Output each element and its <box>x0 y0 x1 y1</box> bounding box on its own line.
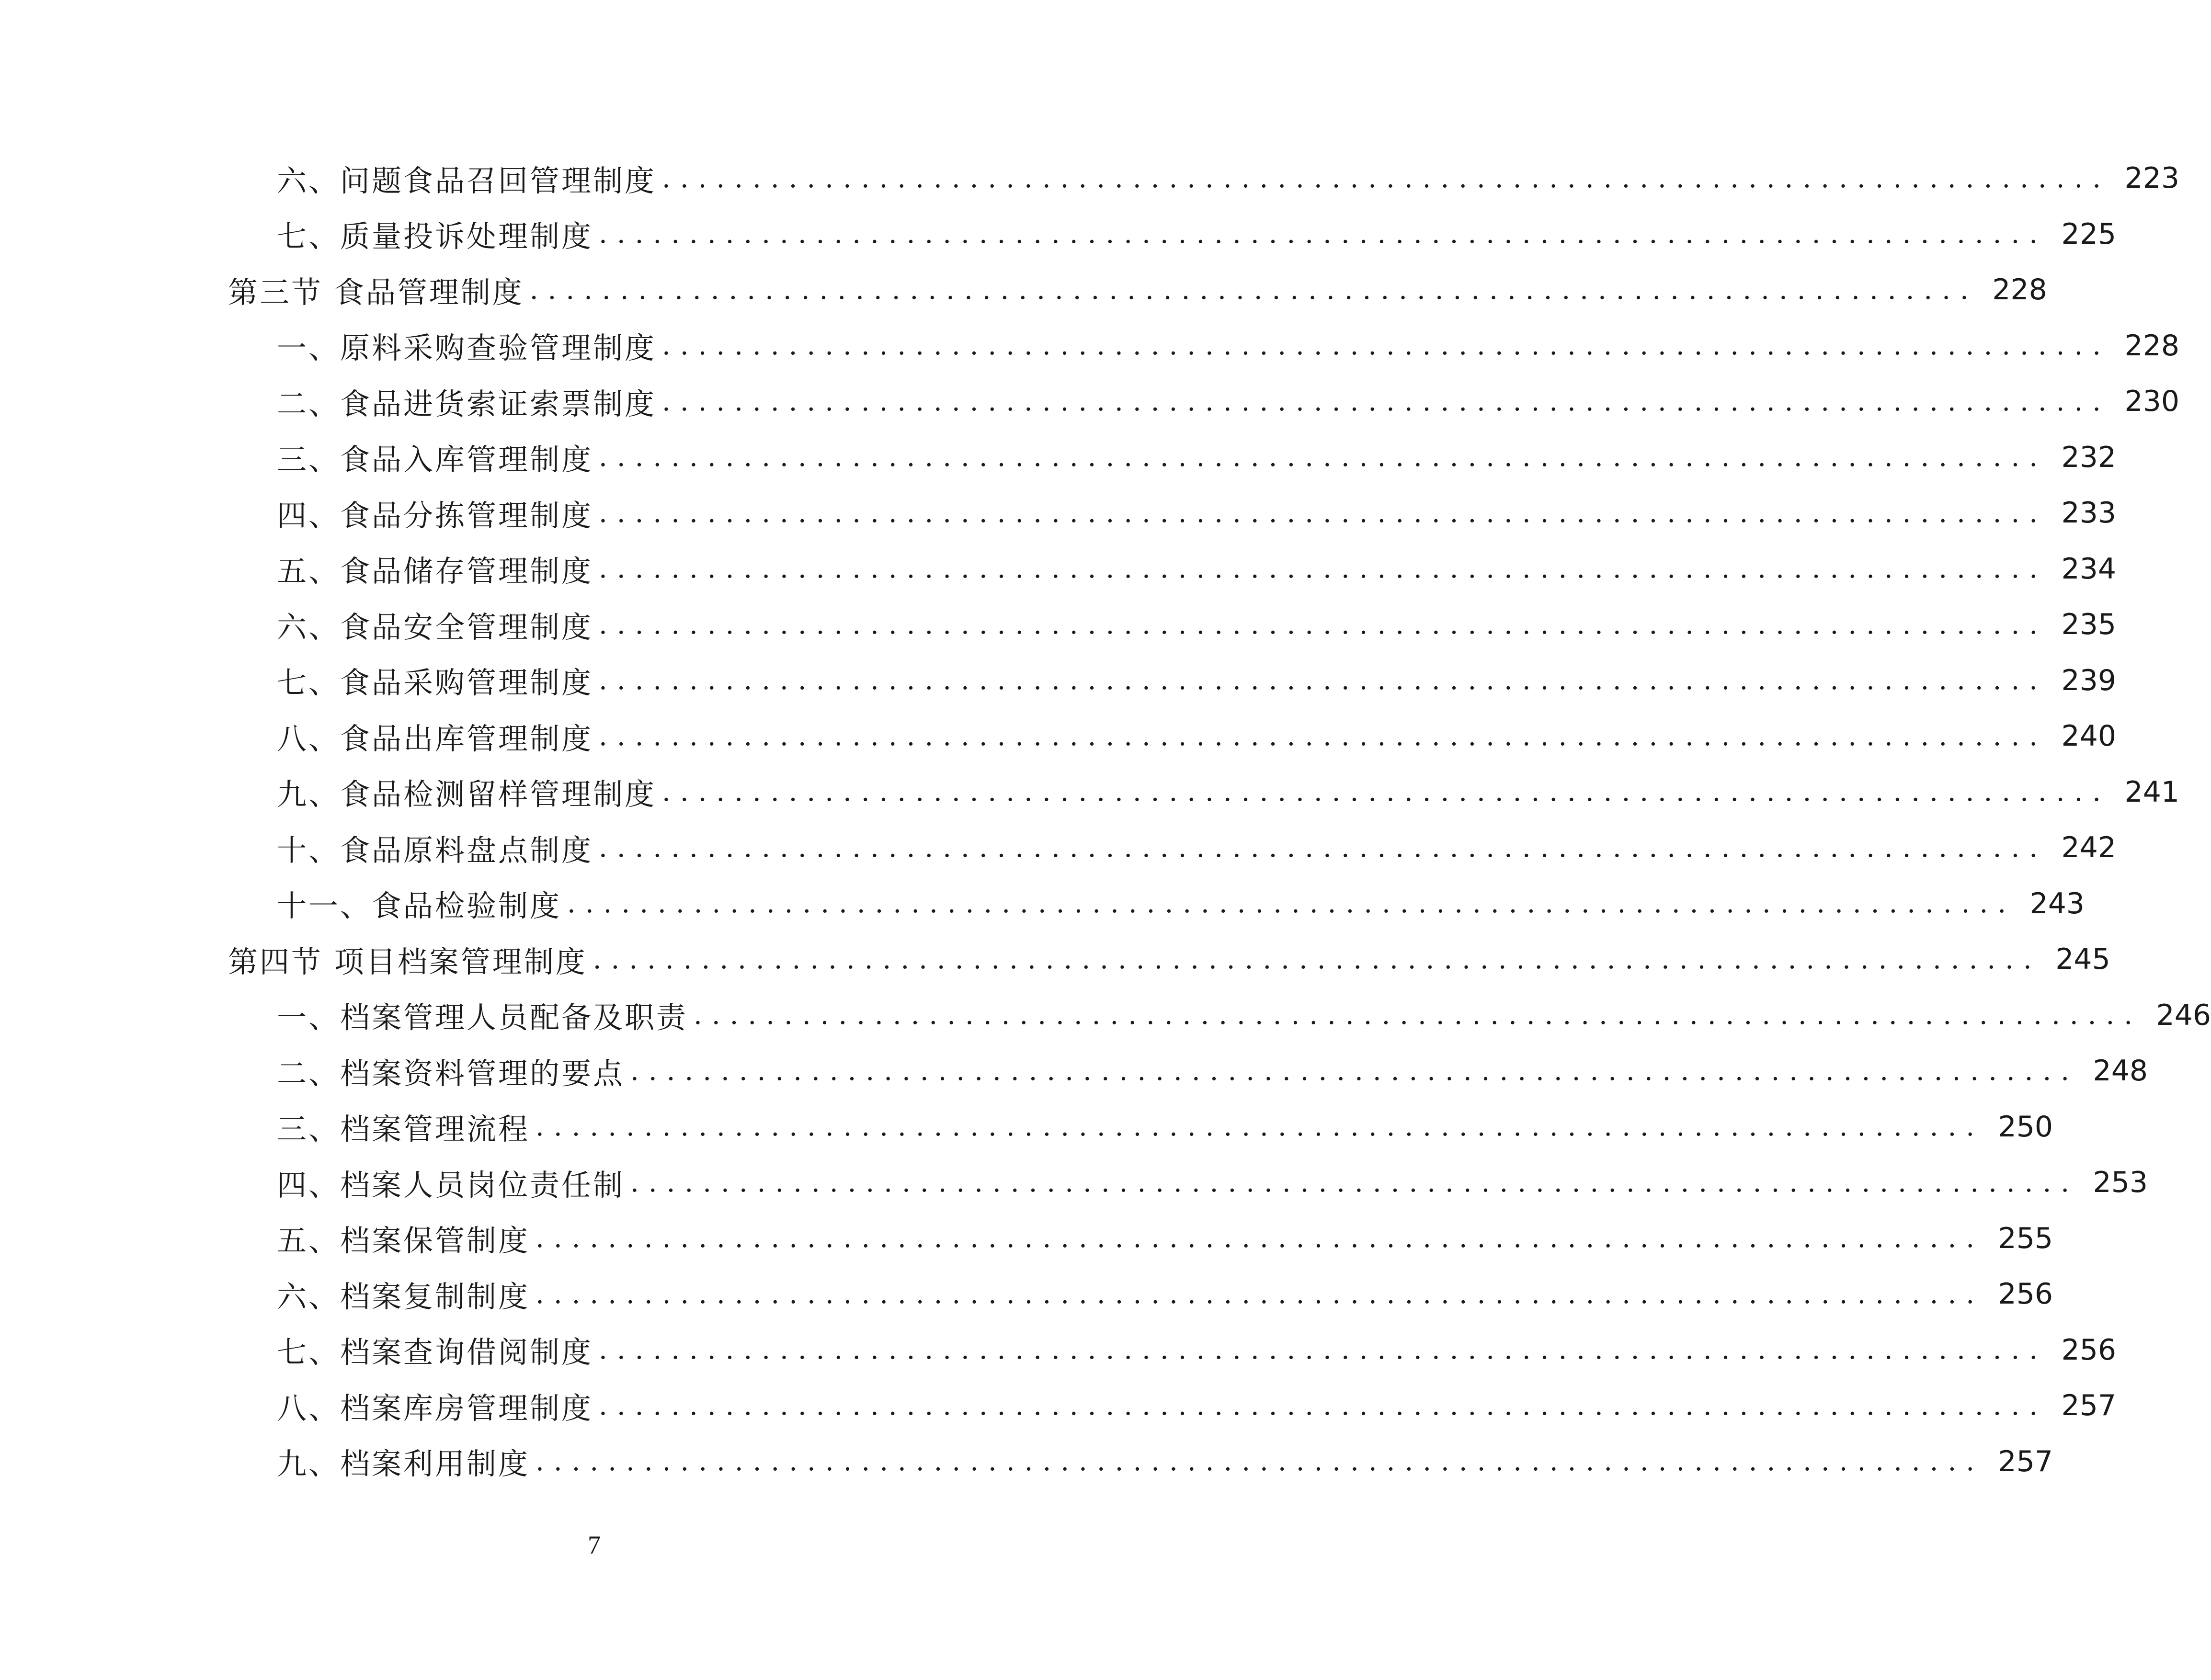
toc-entry-page-number: 240 <box>2061 719 2117 753</box>
toc-entry-title: 六、档案复制制度 <box>277 1279 530 1314</box>
dot-leader: ................................................................................ <box>536 1223 1984 1254</box>
dot-leader: ................................................................................ <box>536 1446 1984 1477</box>
toc-entry-page-number: 223 <box>2124 161 2180 195</box>
toc-entry-page-number: 243 <box>2029 886 2085 920</box>
toc-entry-page-number: 250 <box>1998 1110 2053 1144</box>
toc-entry-page-number: 242 <box>2061 831 2117 865</box>
toc-entry-page-number: 241 <box>2124 775 2180 809</box>
toc-entry-title: 九、食品检测留样管理制度 <box>277 777 657 812</box>
toc-entry-page-number: 256 <box>1998 1277 2053 1311</box>
dot-leader: ................................................................................ <box>599 1334 2048 1366</box>
toc-entry-title: 八、档案库房管理制度 <box>277 1390 593 1426</box>
dot-leader: ................................................................................ <box>599 720 2048 752</box>
toc-entry[interactable] <box>0 1434 2053 1490</box>
dot-leader: ................................................................................ <box>599 665 2048 696</box>
toc-entry-title: 十、食品原料盘点制度 <box>277 832 593 868</box>
toc-entry[interactable] <box>0 1099 2053 1155</box>
toc-entry-title: 七、质量投诉处理制度 <box>277 219 593 254</box>
toc-entry-page-number: 245 <box>2055 942 2110 976</box>
dot-leader: ................................................................................ <box>599 1390 2048 1421</box>
dot-leader: ................................................................................ <box>599 553 2048 585</box>
dot-leader: ................................................................................ <box>630 1167 2079 1198</box>
toc-section-heading[interactable] <box>0 262 2047 318</box>
dot-leader: ................................................................................ <box>662 330 2111 362</box>
toc-entry[interactable] <box>0 1211 2053 1267</box>
toc-entry-page-number: 234 <box>2061 552 2117 586</box>
dot-leader: ................................................................................ <box>529 274 1978 306</box>
toc-entry-title: 五、档案保管制度 <box>277 1223 530 1259</box>
toc-entry[interactable] <box>0 653 2117 709</box>
table-of-contents <box>0 150 2211 1489</box>
toc-entry[interactable] <box>0 150 2180 206</box>
toc-entry-page-number: 253 <box>2093 1166 2148 1200</box>
toc-entry-title: 第四节 项目档案管理制度 <box>228 944 587 979</box>
dot-leader: ................................................................................ <box>567 888 2016 919</box>
dot-leader: ................................................................................ <box>630 1055 2079 1087</box>
toc-entry-title: 十一、食品检验制度 <box>277 888 562 924</box>
toc-entry-page-number: 257 <box>1998 1444 2053 1478</box>
dot-leader: ................................................................................ <box>662 162 2111 194</box>
toc-entry-title: 四、档案人员岗位责任制 <box>277 1167 625 1203</box>
toc-entry-title: 七、档案查询借阅制度 <box>277 1335 593 1370</box>
toc-entry-page-number: 233 <box>2061 496 2117 530</box>
toc-entry[interactable] <box>0 1155 2148 1211</box>
dot-leader: ................................................................................ <box>599 609 2048 640</box>
toc-entry[interactable] <box>0 820 2117 876</box>
toc-entry[interactable] <box>0 541 2117 597</box>
toc-entry-page-number: 235 <box>2061 608 2117 642</box>
toc-entry-title: 八、食品出库管理制度 <box>277 721 593 756</box>
toc-entry-page-number: 225 <box>2061 217 2117 251</box>
toc-entry[interactable] <box>0 597 2117 653</box>
toc-entry-title: 二、食品进货索证索票制度 <box>277 386 657 421</box>
toc-entry-page-number: 228 <box>1992 273 2047 307</box>
toc-entry[interactable] <box>0 1266 2053 1322</box>
toc-entry-title: 九、档案利用制度 <box>277 1446 530 1482</box>
toc-entry-title: 二、档案资料管理的要点 <box>277 1056 625 1091</box>
toc-entry[interactable] <box>0 1378 2117 1434</box>
toc-entry-title: 六、食品安全管理制度 <box>277 609 593 645</box>
toc-section-heading[interactable] <box>0 931 2110 988</box>
toc-entry-title: 四、食品分拣管理制度 <box>277 498 593 533</box>
toc-entry[interactable] <box>0 206 2117 262</box>
toc-entry-page-number: 232 <box>2061 440 2117 474</box>
dot-leader: ................................................................................ <box>662 386 2111 417</box>
toc-entry[interactable] <box>0 1043 2148 1099</box>
toc-entry-title: 六、问题食品召回管理制度 <box>277 163 657 198</box>
toc-entry-page-number: 257 <box>2061 1389 2117 1423</box>
toc-entry-page-number: 239 <box>2061 663 2117 697</box>
toc-entry-page-number: 255 <box>1998 1221 2053 1255</box>
dot-leader: ................................................................................ <box>593 943 2041 975</box>
dot-leader: ................................................................................ <box>536 1111 1984 1143</box>
dot-leader: ................................................................................ <box>599 218 2048 250</box>
toc-entry-title: 一、档案管理人员配备及职责 <box>277 1000 688 1035</box>
dot-leader: ................................................................................ <box>599 832 2048 863</box>
toc-entry[interactable] <box>0 485 2117 541</box>
toc-entry-page-number: 248 <box>2093 1054 2148 1088</box>
toc-entry[interactable] <box>0 374 2180 430</box>
toc-entry[interactable] <box>0 1322 2117 1378</box>
dot-leader: ................................................................................ <box>599 442 2048 473</box>
toc-entry-page-number: 246 <box>2156 998 2211 1032</box>
dot-leader: ................................................................................ <box>536 1278 1984 1310</box>
toc-entry-page-number: 230 <box>2124 385 2180 419</box>
toc-entry[interactable] <box>0 988 2211 1044</box>
toc-entry[interactable] <box>0 876 2085 932</box>
toc-entry[interactable] <box>0 764 2180 820</box>
toc-entry[interactable] <box>0 708 2117 764</box>
dot-leader: ................................................................................ <box>694 999 2143 1031</box>
toc-entry-title: 三、档案管理流程 <box>277 1112 530 1147</box>
dot-leader: ................................................................................ <box>662 776 2111 808</box>
toc-entry-page-number: 228 <box>2124 329 2180 363</box>
dot-leader: ................................................................................ <box>599 497 2048 529</box>
toc-entry-page-number: 256 <box>2061 1333 2117 1367</box>
toc-entry[interactable] <box>0 318 2180 374</box>
page-number: 7 <box>588 1531 601 1559</box>
toc-entry-title: 第三节 食品管理制度 <box>228 274 524 310</box>
toc-entry-title: 五、食品储存管理制度 <box>277 554 593 589</box>
toc-entry-title: 七、食品采购管理制度 <box>277 665 593 701</box>
toc-entry-title: 三、食品入库管理制度 <box>277 442 593 477</box>
toc-entry-title: 一、原料采购查验管理制度 <box>277 330 657 366</box>
toc-entry[interactable] <box>0 430 2117 486</box>
